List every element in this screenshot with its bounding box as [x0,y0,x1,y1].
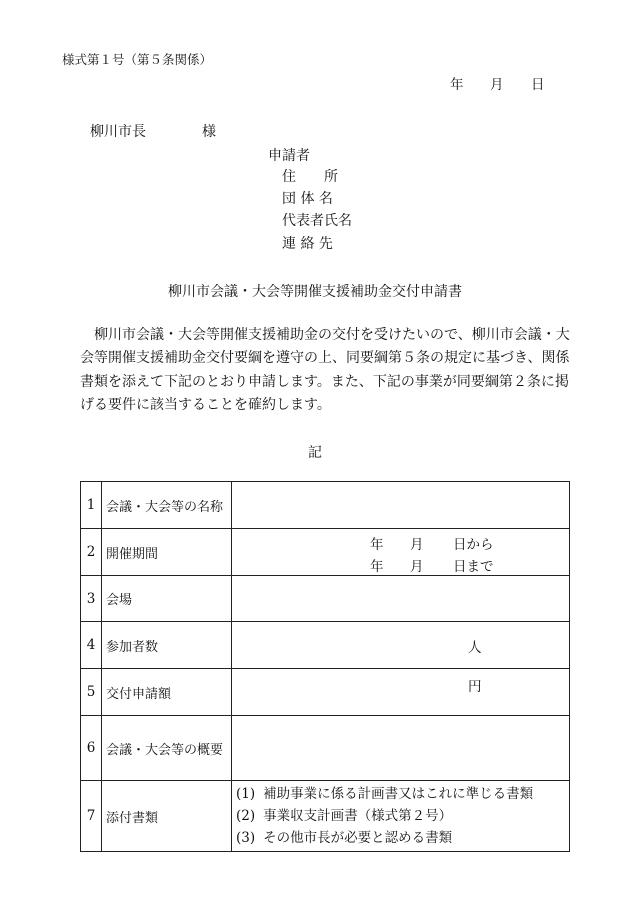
body-line: 書類を添えて下記のとおり申請します。また、下記の事業が同要綱第２条に掲 [80,373,569,390]
row-number: 2 [81,529,102,576]
table-row [81,576,570,622]
attachment-item: (2) 事業収支計画書（様式第２号） [236,808,453,824]
applicant-contact-label: 連 絡 先 [282,236,333,252]
row-label: 会場 [102,576,232,622]
attachment-item: (1) 補助事業に係る計画書又はこれに準じる書類 [236,786,534,802]
event-name-field[interactable] [232,482,570,529]
row-label: 参加者数 [102,622,232,669]
table-row [81,529,570,576]
table-row [81,482,570,529]
period-from-year: 年 [370,537,384,553]
row-label: 開催期間 [102,529,232,576]
applicant-label: 申請者 [268,148,310,164]
addressee [90,121,216,141]
period-to-year: 年 [370,559,384,575]
table-row [81,781,570,852]
period-to-month: 月 [410,559,424,575]
items-table [80,481,570,852]
row-number: 6 [81,716,102,781]
row-number: 4 [81,622,102,669]
addressee-honorific: 様 [202,124,216,140]
venue-field[interactable] [232,576,570,622]
applicant-representative-label: 代表者氏名 [282,213,352,229]
period-to-day: 日まで [453,559,494,575]
table-row [81,716,570,781]
row-label: 会議・大会等の名称 [102,482,232,529]
row-number: 7 [81,781,102,852]
table-row [81,622,570,669]
event-summary-field[interactable] [232,716,570,781]
row-number: 5 [81,669,102,716]
unit-people: 人 [468,640,482,656]
applicant-group-name-label: 団 体 名 [282,191,333,207]
period-from-month: 月 [410,537,424,553]
body-line: 柳川市会議・大会等開催支援補助金の交付を受けたいので、柳川市会議・大 [94,327,570,343]
requested-amount-field[interactable] [232,669,570,716]
ki-heading: 記 [308,445,322,461]
table-row [81,669,570,716]
form-number: 様式第１号（第５条関係） [62,52,213,67]
document-title: 柳川市会議・大会等開催支援補助金交付申請書 [168,284,462,300]
date-year-label: 年 [450,77,464,93]
body-line: 会等開催支援補助金交付要綱を遵守の上、同要綱第５条の規定に基づき、関係 [80,350,570,367]
applicant-address-label: 住 所 [282,169,338,185]
attachment-item: (3) その他市長が必要と認める書類 [236,830,453,846]
date-month-label: 月 [490,77,504,93]
row-number: 3 [81,576,102,622]
row-label: 会議・大会等の概要 [102,716,232,781]
row-label: 交付申請額 [102,669,232,716]
row-label: 添付書類 [102,781,232,852]
unit-yen: 円 [468,679,482,695]
participants-field[interactable] [232,622,570,669]
body-paragraph [80,324,570,418]
body-line: げる要件に該当することを確約します。 [80,397,331,414]
attachments-field [232,781,570,852]
row-number: 1 [81,482,102,529]
event-period-field[interactable] [232,529,570,576]
period-from-day: 日から [453,537,494,553]
addressee-name: 柳川市長 [90,124,146,140]
date-day-label: 日 [531,77,545,93]
